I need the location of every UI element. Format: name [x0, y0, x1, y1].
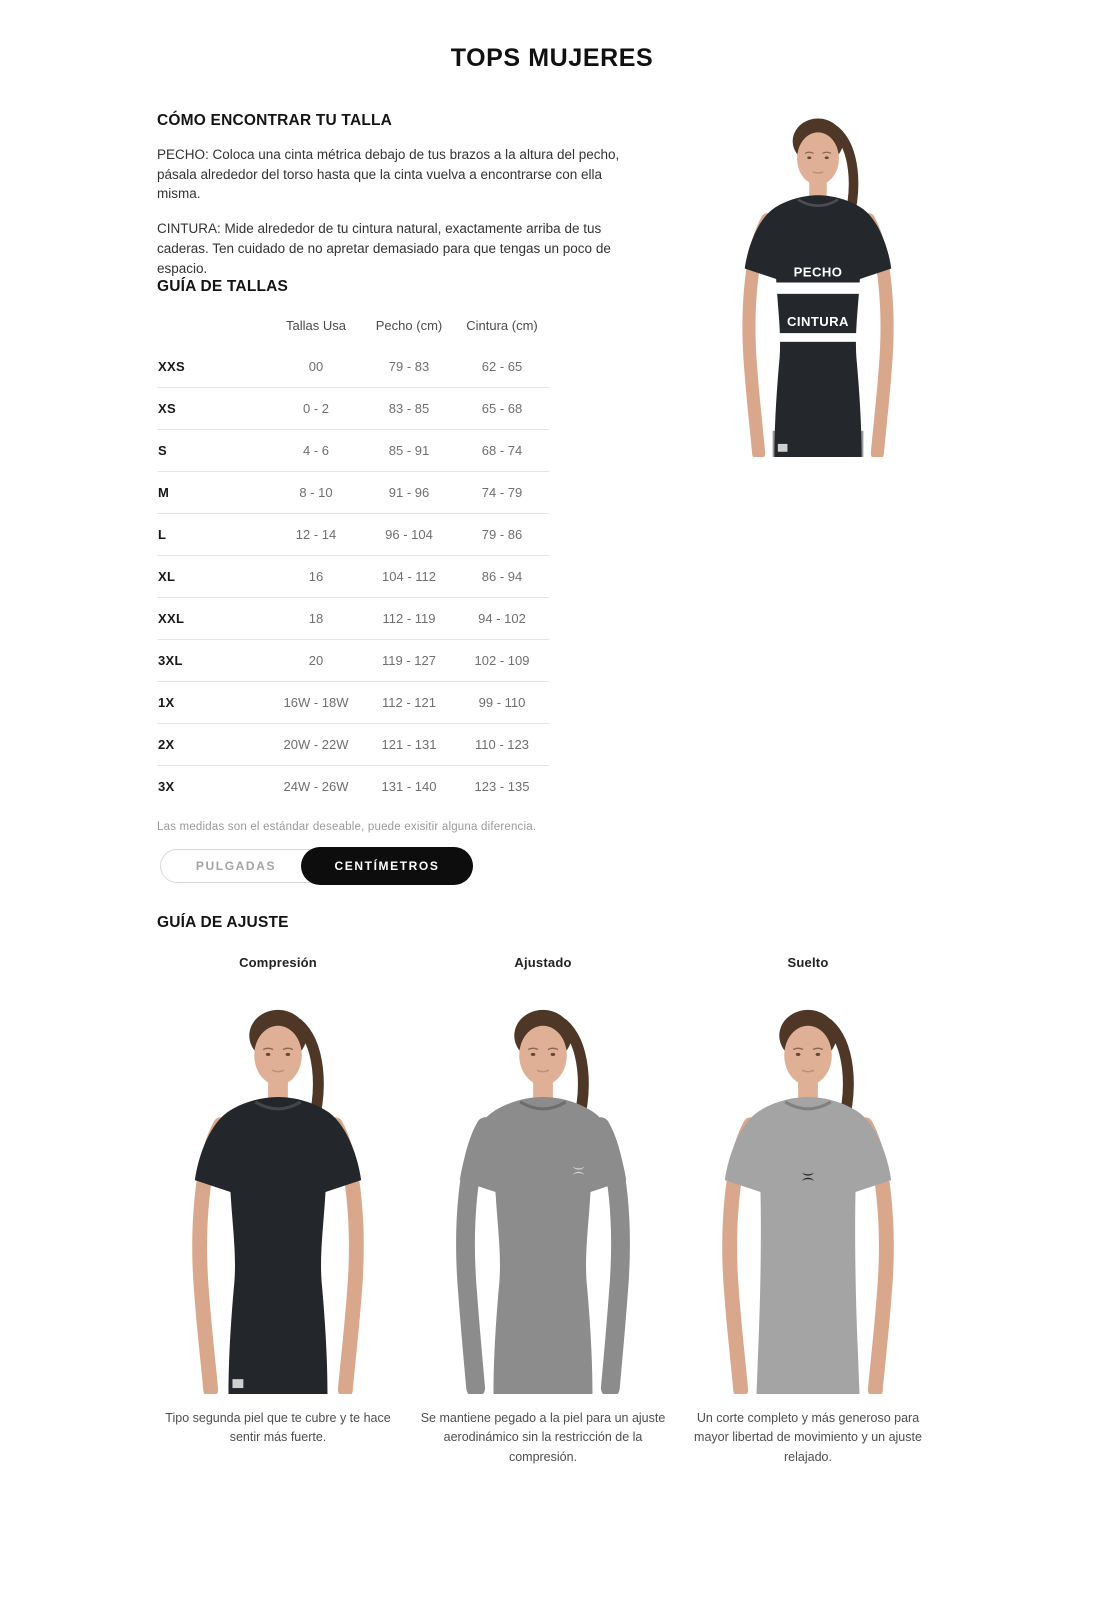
waist-instruction: CINTURA: Mide alrededor de tu cintura natural, exactamente arriba de tus caderas. Ten cuidado de no apretar demasiado para que tengas un poco de espacio. — [157, 221, 611, 276]
fit-photo-fitted — [434, 998, 652, 1396]
cell-tallas-usa: 4 - 6 — [302, 443, 329, 459]
cell-pecho: 91 - 96 — [388, 485, 430, 501]
size-table-row — [157, 766, 549, 808]
how-to-heading: CÓMO ENCONTRAR TU TALLA — [157, 112, 393, 129]
right-eye — [825, 156, 829, 159]
chest-instruction: PECHO: Coloca una cinta métrica debajo de tus brazos a la altura del pecho, pásala alrededor del torso hasta que la cinta vuelva a encontrarse con ella misma. — [157, 147, 620, 202]
cell-tallas-usa: 24W - 26W — [283, 779, 349, 795]
size-guide-heading: GUÍA DE TALLAS — [157, 278, 289, 296]
waist-bar-right-cap — [859, 326, 864, 349]
cell-tallas-usa: 0 - 2 — [302, 401, 329, 417]
fit-caption-compression: Tipo segunda piel que te cubre y te hace sentir más fuerte. — [165, 1411, 391, 1445]
size-table-row — [157, 388, 549, 430]
face — [797, 132, 839, 184]
fit-label-fitted: Ajustado — [514, 955, 572, 970]
cell-cintura: 68 - 74 — [481, 443, 523, 459]
fit-card-fitted — [417, 955, 669, 1467]
model-figure — [722, 108, 914, 457]
size-note: Las medidas son el estándar deseable, puede exisitir alguna diferencia. — [157, 821, 537, 834]
fit-photo-loose — [699, 998, 917, 1396]
cell-cintura: 65 - 68 — [481, 401, 523, 417]
left-column — [157, 112, 633, 883]
shirt — [195, 1097, 361, 1394]
chest-measurement-band — [762, 283, 874, 294]
cell-cintura: 94 - 102 — [478, 611, 526, 627]
hem-tag — [778, 444, 788, 452]
page-title: TOPS MUJERES — [450, 44, 654, 72]
column-header-cintura: Cintura (cm) — [466, 318, 538, 334]
cell-size: XL — [158, 569, 176, 585]
unit-option-centimetros-selected[interactable]: CENTÍMETROS — [301, 847, 473, 885]
cell-size: M — [158, 485, 170, 501]
left-eye — [796, 1053, 801, 1056]
cell-pecho: 85 - 91 — [388, 443, 430, 459]
cell-size: XXL — [158, 611, 185, 627]
size-table-row — [157, 724, 549, 766]
cell-pecho: 131 - 140 — [381, 779, 437, 795]
size-table — [157, 318, 549, 807]
fit-caption-fitted: Se mantiene pegado a la piel para un ajuste aerodinámico sin la restricción de la compresión. — [420, 1411, 666, 1464]
cell-tallas-usa: 16 — [308, 569, 324, 585]
cell-pecho: 83 - 85 — [388, 401, 430, 417]
cell-cintura: 110 - 123 — [475, 737, 529, 753]
hem-tag — [232, 1379, 243, 1388]
right-eye — [816, 1053, 821, 1056]
cell-cintura: 62 - 65 — [481, 359, 523, 375]
cintura-band-label: CINTURA — [787, 314, 849, 330]
size-table-row — [157, 682, 549, 724]
fit-card-compression — [152, 955, 404, 1467]
left-eye — [807, 156, 811, 159]
model-figure — [434, 998, 652, 1394]
cell-cintura: 99 - 110 — [478, 695, 526, 711]
waist-measurement-bar — [776, 333, 860, 342]
shirt — [725, 1097, 891, 1394]
cell-cintura: 123 - 135 — [474, 779, 530, 795]
cell-size: S — [158, 443, 167, 459]
cell-cintura: 79 - 86 — [481, 527, 523, 543]
cell-tallas-usa: 20 — [308, 653, 324, 669]
measurement-diagram-photo — [722, 108, 914, 458]
cell-size: 1X — [158, 695, 175, 711]
column-header-pecho: Pecho (cm) — [375, 318, 443, 334]
cell-tallas-usa: 16W - 18W — [283, 695, 349, 711]
cell-pecho: 104 - 112 — [382, 569, 436, 585]
cell-size: 3XL — [158, 653, 183, 669]
cell-cintura: 102 - 109 — [474, 653, 530, 669]
size-table-row — [157, 640, 549, 682]
unit-toggle — [160, 849, 472, 883]
fit-guide-row — [152, 955, 934, 1467]
cell-size: XS — [158, 401, 176, 417]
column-header-size — [157, 318, 269, 346]
fit-label-compression: Compresión — [239, 955, 317, 970]
model-figure — [699, 998, 917, 1394]
size-table-header-row — [157, 318, 549, 346]
fit-photo-compression — [169, 998, 387, 1396]
left-eye — [266, 1053, 271, 1056]
face — [254, 1026, 302, 1085]
cell-pecho: 121 - 131 — [381, 737, 437, 753]
cell-tallas-usa: 00 — [308, 359, 324, 375]
fit-card-loose — [682, 955, 934, 1467]
cell-tallas-usa: 8 - 10 — [299, 485, 333, 501]
cell-size: 2X — [158, 737, 175, 753]
size-table-row — [157, 430, 549, 472]
cell-pecho: 96 - 104 — [385, 527, 433, 543]
cell-cintura: 86 - 94 — [481, 569, 523, 585]
cell-size: L — [158, 527, 167, 543]
cell-tallas-usa: 20W - 22W — [283, 737, 349, 753]
size-table-row — [157, 514, 549, 556]
model-figure — [169, 998, 387, 1394]
cell-pecho: 112 - 119 — [382, 611, 436, 627]
right-eye — [551, 1053, 556, 1056]
size-table-row — [157, 598, 549, 640]
cell-cintura: 74 - 79 — [481, 485, 523, 501]
cell-size: XXS — [158, 359, 185, 375]
face — [784, 1026, 832, 1085]
cell-tallas-usa: 18 — [308, 611, 324, 627]
fit-caption-loose: Un corte completo y más generoso para mayor libertad de movimiento y un ajuste relajado. — [694, 1411, 922, 1464]
waist-bar-left-cap — [772, 326, 777, 349]
unit-option-pulgadas[interactable]: PULGADAS — [161, 850, 311, 882]
column-header-tallas-usa: Tallas Usa — [286, 318, 346, 334]
face — [519, 1026, 567, 1085]
cell-pecho: 79 - 83 — [388, 359, 430, 375]
cell-tallas-usa: 12 - 14 — [295, 527, 337, 543]
cell-pecho: 112 - 121 — [382, 695, 436, 711]
right-eye — [286, 1053, 291, 1056]
left-eye — [531, 1053, 536, 1056]
cell-pecho: 119 - 127 — [382, 653, 436, 669]
size-table-row — [157, 346, 549, 388]
fit-guide-heading: GUÍA DE AJUSTE — [157, 914, 289, 931]
cell-size: 3X — [158, 779, 175, 795]
fit-label-loose: Suelto — [787, 955, 829, 970]
size-table-row — [157, 472, 549, 514]
pecho-band-label: PECHO — [793, 264, 843, 280]
size-table-row — [157, 556, 549, 598]
